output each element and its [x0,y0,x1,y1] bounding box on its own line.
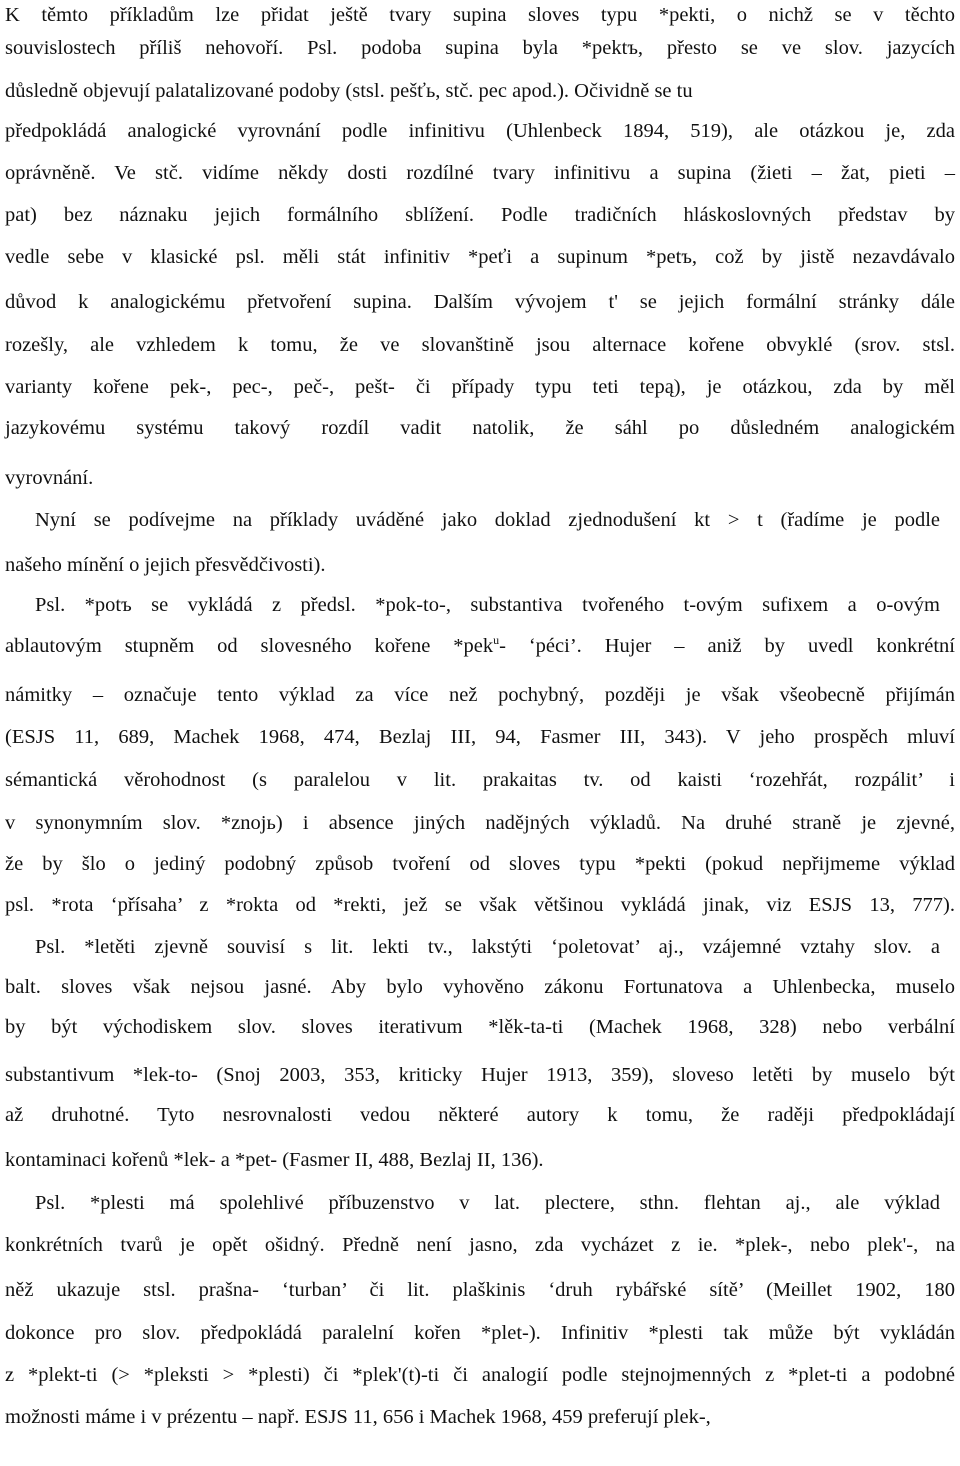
text-line [5,413,955,443]
text-line [35,590,940,620]
text-line [35,1188,940,1218]
text-line [5,463,93,493]
line-text: důsledně objevují palatalizované podoby (stsl. pešťь, stč. pec apod.). Očividně se tu [5,80,693,102]
text-line [5,1360,955,1390]
line-text: rozešly, ale vzhledem k tomu, že ve slovanštině jsou alternace kořene obvyklé (srov. stsl. [5,334,955,356]
text-line [5,849,955,879]
line-text: předpokládá analogické vyrovnání podle infinitivu (Uhlenbeck 1894, 519), ale otázkou je, zda [5,120,955,142]
line-text: našeho mínění o jejich přesvědčivosti). [5,554,326,576]
text-line [5,76,693,106]
line-text: substantivum *lek-to- (Snoj 2003, 353, kriticky Hujer 1913, 359), sloveso letěti by muselo být [5,1064,955,1086]
line-text: varianty kořene pek-, pec-, peč-, pešt- či případy typu teti tepą), je otázkou, zda by měl [5,376,955,398]
line-text: by být východiskem slov. sloves iterativum *lěk-ta-ti (Machek 1968, 328) nebo verbální [5,1016,955,1038]
text-line [5,808,955,838]
line-text: vyrovnání. [5,467,94,489]
text-line [35,932,940,962]
text-line [35,505,940,535]
line-text: psl. *rota ‘přísaha’ z *rokta od *rekti, jež se však většinou vykládá jinak, viz ESJS 13, 777). [5,894,955,916]
line-text: důvod k analogickému přetvoření supina. Dalším vývojem t' se jejich formální stránky dále [5,291,955,313]
line-text: kontaminaci kořenů *lek- a *pet- (Fasmer II, 488, Bezlaj II, 136). [5,1149,544,1171]
line-text: vedle sebe v klasické psl. měli stát infinitiv *peťi a supinum *petъ, což by jistě nezavdávalo [5,246,955,268]
text-line [5,372,955,402]
text-line [5,33,955,63]
line-text: v synonymním slov. *znojь) i absence jiných nadějných výkladů. Na druhé straně je zjevné, [5,812,955,834]
superscript: u [493,633,500,648]
text-line [5,890,955,920]
line-text: až druhotné. Tyto nesrovnalosti vedou některé autory k tomu, že raději předpokládají [5,1104,955,1126]
line-text: Psl. *potъ se vykládá z předsl. *pok-to-, substantiva tvořeného t-ovým sufixem a o-ovým [35,594,940,616]
text-line [5,1012,955,1042]
line-text: pat) bez náznaku jejich formálního sblížení. Podle tradičních hláskoslovných představ by [5,204,955,226]
line-text: jazykovému systému takový rozdíl vadit natolik, že sáhl po důsledném analogickém [5,417,955,439]
text-line [5,1145,544,1175]
text-line [5,158,955,188]
line-text: z *plekt-ti (> *pleksti > *plesti) či *plek'(t)-ti či analogií podle stejnojmenných z *plet-ti a podobné [5,1364,955,1386]
text-line [5,200,955,230]
line-text: Psl. *plesti má spolehlivé příbuzenstvo v lat. plectere, sthn. flehtan aj., ale výklad [35,1192,940,1214]
line-text: Psl. *letěti zjevně souvisí s lit. lekti tv., lakstýti ‘poletovat’ aj., vzájemné vztahy slov. a [35,936,940,958]
text-line [5,765,955,795]
text-line [5,242,955,272]
text-line [5,680,955,710]
text-line [5,330,955,360]
text-line [5,0,955,30]
text-line [5,1275,955,1305]
line-text: možnosti máme i v prézentu – např. ESJS 11, 656 i Machek 1968, 459 preferují plek-, [5,1406,711,1428]
line-text: balt. sloves však nejsou jasné. Aby bylo vyhověno zákonu Fortunatova a Uhlenbecka, muselo [5,976,955,998]
text-line [5,722,955,752]
line-text: souvislostech příliš nehovoří. Psl. podoba supina byla *pektъ, přesto se ve slov. jazycích [5,37,955,59]
text-line [5,116,955,146]
text-line [5,1402,711,1432]
text-line [5,550,326,580]
text-line [5,1060,955,1090]
text-line [5,972,955,1002]
line-text: ablautovým stupněm od slovesného kořene *pek [5,635,494,657]
text-line [5,631,955,661]
line-text: něž ukazuje stsl. prašna- ‘turban’ či lit. plaškinis ‘druh rybářské sítě’ (Meillet 1902, 180 [5,1279,955,1301]
text-line [5,1230,955,1260]
line-text-tail: - ‘péci’. Hujer – aniž by uvedl konkrétní [499,635,955,657]
line-text: námitky – označuje tento výklad za více než pochybný, později je však všeobecně přijímán [5,684,955,706]
line-text: Nyní se podívejme na příklady uváděné jako doklad zjednodušení kt > t (řadíme je podle [35,509,940,531]
line-text: K těmto příkladům lze přidat ještě tvary supina sloves typu *pekti, o nichž se v těchto [5,4,955,26]
text-line [5,287,955,317]
text-line [5,1318,955,1348]
line-text: oprávněně. Ve stč. vidíme někdy dosti rozdílné tvary infinitivu a supina (žieti – žat, pieti – [5,162,955,184]
line-text: dokonce pro slov. předpokládá paralelní kořen *plet-). Infinitiv *plesti tak může být vykládán [5,1322,955,1344]
text-line [5,1100,955,1130]
line-text: konkrétních tvarů je opět ošidný. Předně není jasno, zda vycházet z ie. *plek-, nebo plek'-, na [5,1234,955,1256]
line-text: (ESJS 11, 689, Machek 1968, 474, Bezlaj III, 94, Fasmer III, 343). V jeho prospěch mluví [5,726,955,748]
line-text: že by šlo o jediný podobný způsob tvoření od sloves typu *pekti (pokud nepřijmeme výklad [5,853,955,875]
line-text: sémantická věrohodnost (s paralelou v lit. prakaitas tv. od kaisti ‘rozehřát, rozpálit’ i [5,769,955,791]
